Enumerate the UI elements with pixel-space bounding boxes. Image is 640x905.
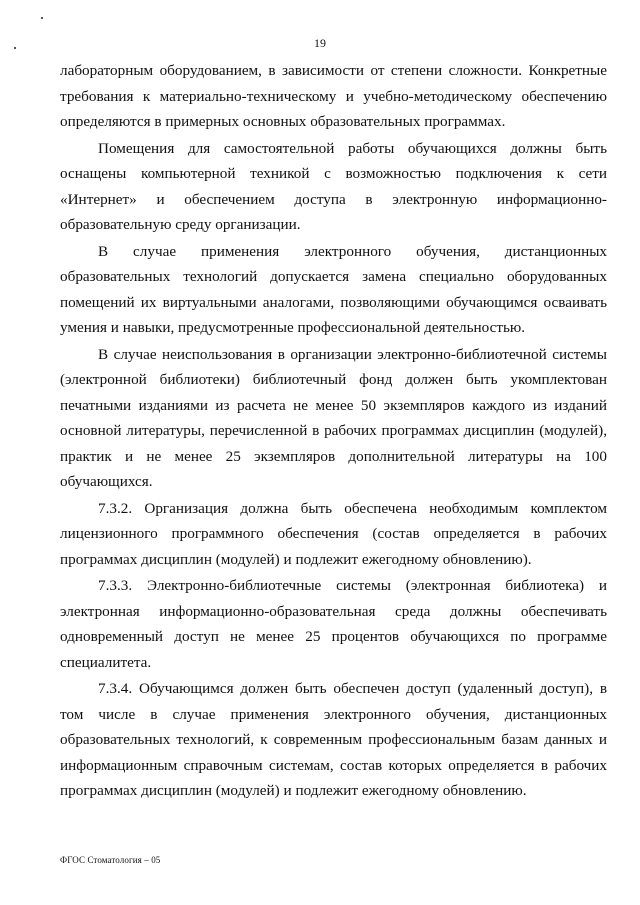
document-footer: ФГОС Стоматология – 05	[60, 855, 161, 865]
paragraph-7-3-3: 7.3.3. Электронно-библиотечные системы (электронная библиотека) и электронная информационно-образовательная среда должны обеспечивать одновременный доступ не менее 25 процентов обучающихся по программе специалитета.	[60, 577, 607, 671]
paragraph-library-fund: В случае неиспользования в организации электронно-библиотечной системы (электронной библиотеки) библиотечный фонд должен быть укомплектован печатными изданиями из расчета не менее 50 экземпляров каждого из изданий основной литературы, перечисленной в рабочих программах дисциплин (модулей), практик и не менее 25 экземпляров дополнительной литературы на 100 обучающихся.	[60, 345, 607, 490]
scan-speck	[41, 17, 43, 19]
paragraph-7-3-2: 7.3.2. Организация должна быть обеспечена необходимым комплектом лицензионного программного обеспечения (состав определяется в рабочих программах дисциплин (модулей) и подлежит ежегодному обновлению).	[60, 499, 607, 568]
paragraph-e-learning: В случае применения электронного обучения, дистанционных образовательных технологий допускается замена специально оборудованных помещений их виртуальными аналогами, позволяющими обучающимся осваивать умения и навыки, предусмотренные профессиональной деятельностью.	[60, 242, 607, 336]
paragraph-self-study-rooms: Помещения для самостоятельной работы обучающихся должны быть оснащены компьютерной техникой с возможностью подключения к сети «Интернет» и обеспечением доступа в электронную информационно-образовательную среду организации.	[60, 139, 607, 233]
paragraph-continuation: лабораторным оборудованием, в зависимости от степени сложности. Конкретные требования к материально-техническому и учебно-методическому обеспечению определяются в примерных основных образовательных программах.	[60, 62, 607, 130]
page-number: 19	[314, 36, 326, 50]
document-body	[60, 58, 607, 805]
paragraph-7-3-4: 7.3.4. Обучающимся должен быть обеспечен доступ (удаленный доступ), в том числе в случае применения электронного обучения, дистанционных образовательных технологий, к современным профессиональным базам данных и информационным справочным системам, состав которых определяется в рабочих программах дисциплин (модулей) и подлежит ежегодному обновлению.	[60, 680, 607, 799]
